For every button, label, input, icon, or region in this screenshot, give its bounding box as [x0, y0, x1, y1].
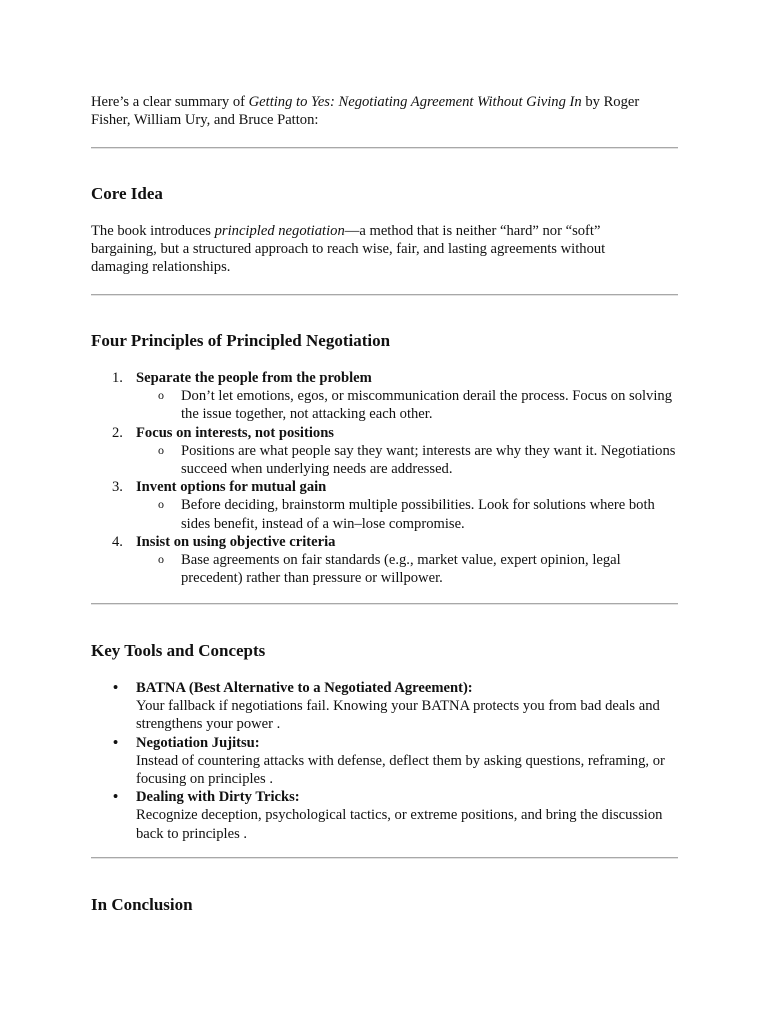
principles-heading: Four Principles of Principled Negotiation — [91, 331, 391, 350]
principle-detail — [136, 551, 679, 587]
tool-detail: Your fallback if negotiations fail. Knowing your BATNA protects you from bad deals and strengthens your power . — [136, 698, 660, 733]
intro-paragraph — [91, 93, 679, 129]
principle-title: Focus on interests, not positions — [136, 424, 334, 441]
principle-title: Separate the people from the problem — [136, 370, 372, 386]
bullet-icon: • — [113, 789, 119, 806]
tool-item — [91, 734, 679, 789]
tool-title: Negotiation Jujitsu: — [136, 734, 260, 751]
tool-detail: Recognize deception, psychological tactics, or extreme positions, and bring the discussion back to principles . — [136, 807, 663, 842]
principle-title: Insist on using objective criteria — [136, 533, 336, 550]
principle-item — [91, 424, 679, 479]
tool-title: Dealing with Dirty Tricks: — [136, 789, 300, 806]
principle-number: 3. — [112, 479, 123, 496]
tool-item — [91, 679, 679, 734]
principle-item — [91, 533, 679, 588]
tool-item — [91, 788, 679, 843]
principle-detail-text: Base agreements on fair standards (e.g., market value, expert opinion, legal precedent) rather than pressure or willpower. — [181, 552, 621, 587]
core-prefix: The book introduces — [91, 223, 215, 239]
principle-detail-text: Positions are what people say they want; interests are why they want it. Negotiations succeed when underlying needs are addressed. — [181, 442, 676, 478]
bullet-icon: • — [113, 734, 119, 751]
principle-detail-text: Don’t let emotions, egos, or miscommunication derail the process. Focus on solving the issue together, not attacking each other. — [181, 388, 672, 423]
principle-number: 4. — [112, 533, 123, 550]
tools-heading: Key Tools and Concepts — [91, 641, 266, 660]
principle-detail — [136, 387, 679, 423]
section-divider — [91, 603, 678, 605]
principle-number: 2. — [112, 424, 123, 441]
core-idea-paragraph — [91, 222, 641, 277]
core-suffix: —a method that is neither “hard” nor “soft” bargaining, but a structured approach to reach wise, fair, and lasting agreements without damaging relationships. — [91, 223, 606, 276]
tools-list — [91, 679, 679, 843]
principle-title: Invent options for mutual gain — [136, 479, 327, 496]
tool-title: BATNA (Best Alternative to a Negotiated Agreement): — [136, 680, 473, 696]
principle-number: 1. — [112, 370, 123, 386]
principle-detail — [136, 442, 679, 478]
principle-detail-text: Before deciding, brainstorm multiple possibilities. Look for solutions where both sides benefit, instead of a win–lose compromise. — [181, 497, 655, 532]
principle-item — [91, 369, 679, 424]
core-emphasis: principled negotiation — [214, 223, 345, 239]
section-divider — [91, 147, 678, 149]
principle-item — [91, 478, 679, 533]
circle-bullet-icon: o — [158, 497, 164, 512]
conclusion-heading: In Conclusion — [91, 895, 193, 914]
section-divider — [91, 294, 678, 296]
circle-bullet-icon: o — [158, 442, 164, 457]
intro-prefix: Here’s a clear summary of — [91, 94, 249, 110]
circle-bullet-icon: o — [158, 388, 164, 403]
book-title: Getting to Yes: Negotiating Agreement Without Giving In — [248, 94, 582, 110]
section-divider — [91, 857, 678, 859]
principle-detail — [136, 496, 679, 532]
principles-list — [91, 369, 679, 587]
core-idea-heading: Core Idea — [91, 184, 163, 203]
bullet-icon: • — [113, 680, 119, 696]
tool-detail: Instead of countering attacks with defense, deflect them by asking questions, reframing, or focusing on principles . — [136, 752, 665, 788]
circle-bullet-icon: o — [158, 552, 164, 567]
intro-suffix: by Roger Fisher, William Ury, and Bruce Patton: — [91, 94, 640, 129]
